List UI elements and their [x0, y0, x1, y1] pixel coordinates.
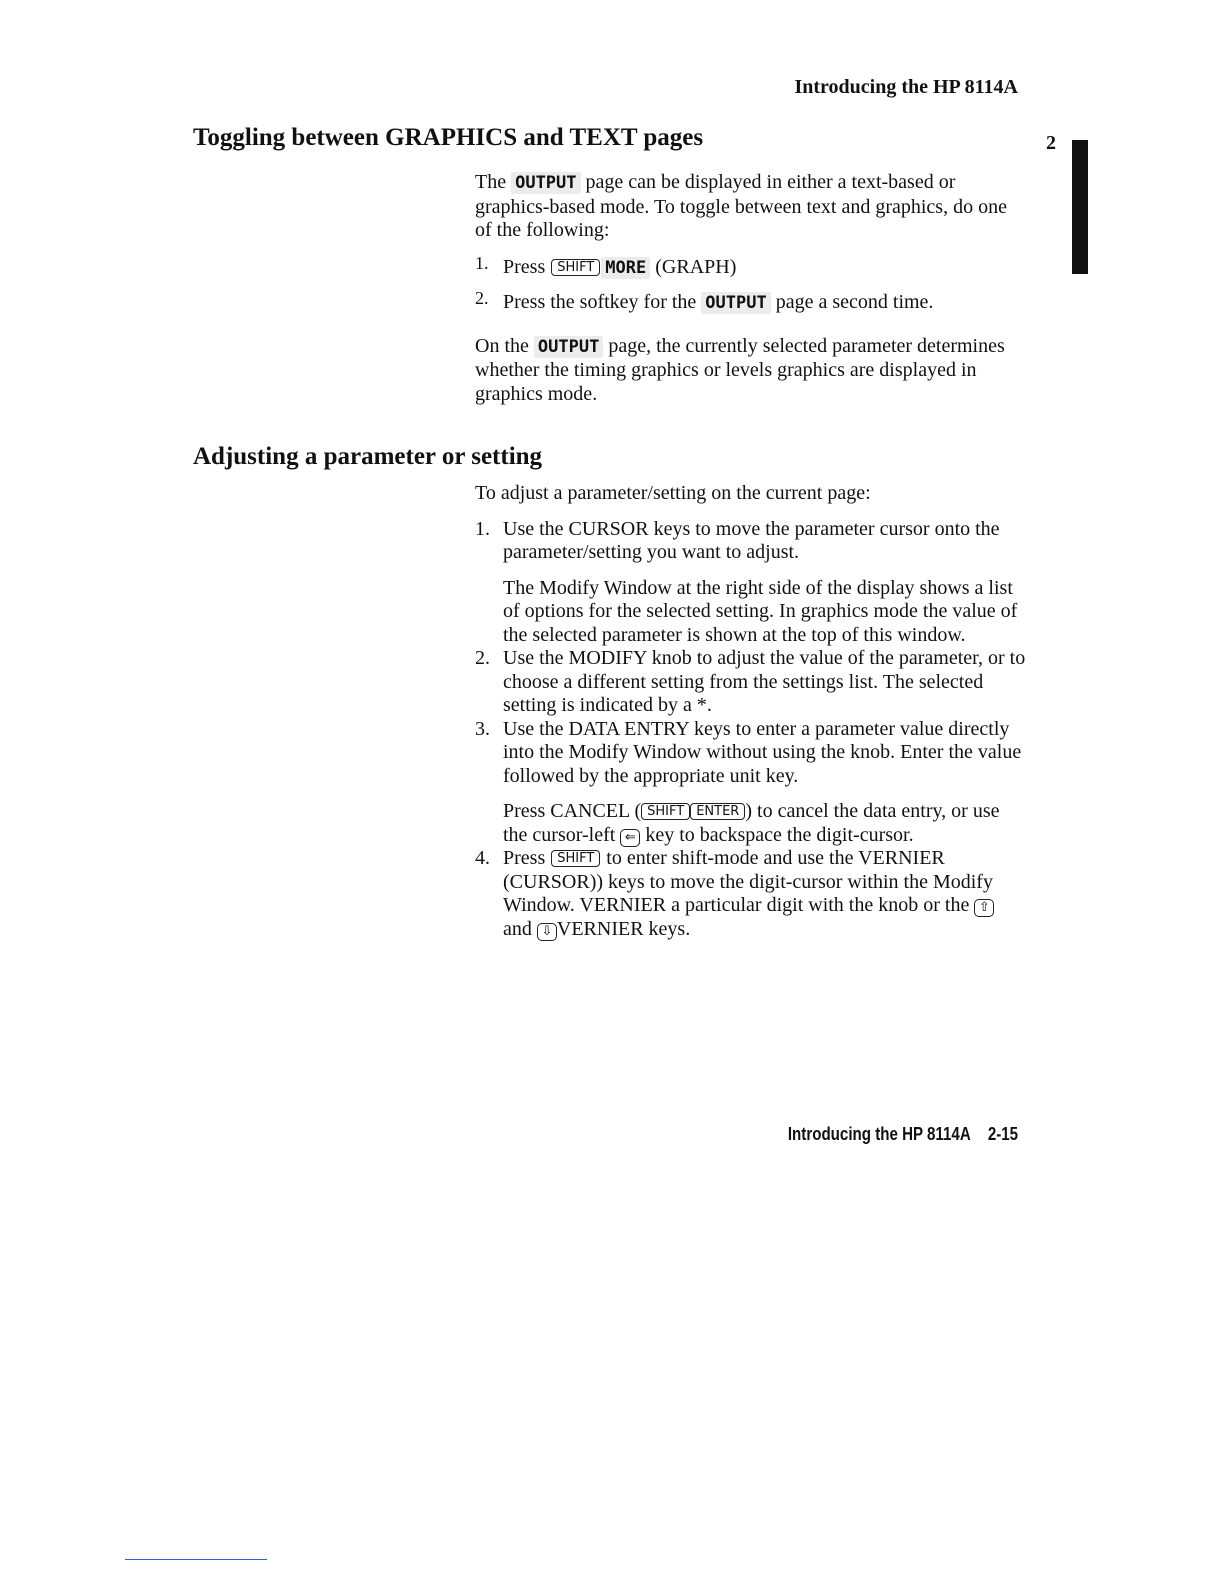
intro-paragraph: The OUTPUT page can be displayed in either a text-based or graphics-based mode. To toggle between text and graphics, do one of the following: [475, 171, 1007, 241]
page-footer [788, 1124, 1018, 1145]
more-softkey-label: MORE [601, 257, 650, 279]
vernier-up-key-icon: ⇧ [974, 899, 994, 917]
section-heading-adjusting: Adjusting a parameter or setting [193, 443, 543, 470]
output-softkey-label: OUTPUT [534, 336, 603, 358]
list-item: 1. Use the CURSOR keys to move the parameter cursor onto the parameter/setting you want to adjust. [475, 517, 1000, 563]
list-item: 2. Press the softkey for the OUTPUT page a second time. [475, 288, 934, 313]
list-item: 1. Press SHIFT MORE (GRAPH) [475, 252, 737, 278]
list-item: 3. Use the DATA ENTRY keys to enter a parameter value directly into the Modify Window without using the knob. Enter the value followed by the appropriate unit key. [475, 717, 1022, 787]
intro-paragraph: To adjust a parameter/setting on the current page: [475, 482, 871, 504]
shift-key-icon: SHIFT [551, 850, 600, 867]
chapter-tab-marker [1072, 140, 1088, 274]
section-toggling-body [475, 171, 1027, 406]
section-heading-toggling: Toggling between GRAPHICS and TEXT pages [193, 124, 704, 151]
chapter-number: 2 [1046, 132, 1056, 154]
list-item-note: Press CANCEL ( SHIFT ENTER ) to cancel the data entry, or use the cursor-left ⇐ key to backspace the digit-cursor. [503, 800, 1000, 846]
output-softkey-label: OUTPUT [701, 292, 770, 314]
list-item: 4. Press SHIFT to enter shift-mode and use the VERNIER (CURSOR)) keys to move the digit-cursor within the Modify Window. VERNIER a particular digit with the knob or the ⇧ and ⇩ VERNIER keys. [475, 847, 993, 940]
section-adjusting-body [475, 482, 1027, 941]
cursor-left-key-icon: ⇐ [620, 829, 640, 847]
output-softkey-label: OUTPUT [511, 172, 580, 194]
shift-key-icon: SHIFT [641, 803, 690, 820]
list-item: 2. Use the MODIFY knob to adjust the value of the parameter, or to choose a different setting from the settings list. The selected setting is indicated by a *. [475, 647, 1026, 716]
enter-key-icon: ENTER [690, 803, 745, 820]
running-head: Introducing the HP 8114A [794, 76, 1018, 98]
shift-key-icon: SHIFT [551, 259, 600, 276]
footer-title: Introducing the HP 8114A [787, 1124, 971, 1144]
page-number: 2-15 [987, 1124, 1018, 1144]
vernier-down-key-icon: ⇩ [537, 923, 557, 941]
note-paragraph: On the OUTPUT page, the currently selected parameter determines whether the timing graphics or levels graphics are displayed in graphics mode. [475, 334, 1005, 405]
bottom-rule [125, 1559, 267, 1560]
list-item-note: The Modify Window at the right side of the display shows a list of options for the selected setting. In graphics mode the value of the selected parameter is shown at the top of this window. [503, 576, 1018, 646]
